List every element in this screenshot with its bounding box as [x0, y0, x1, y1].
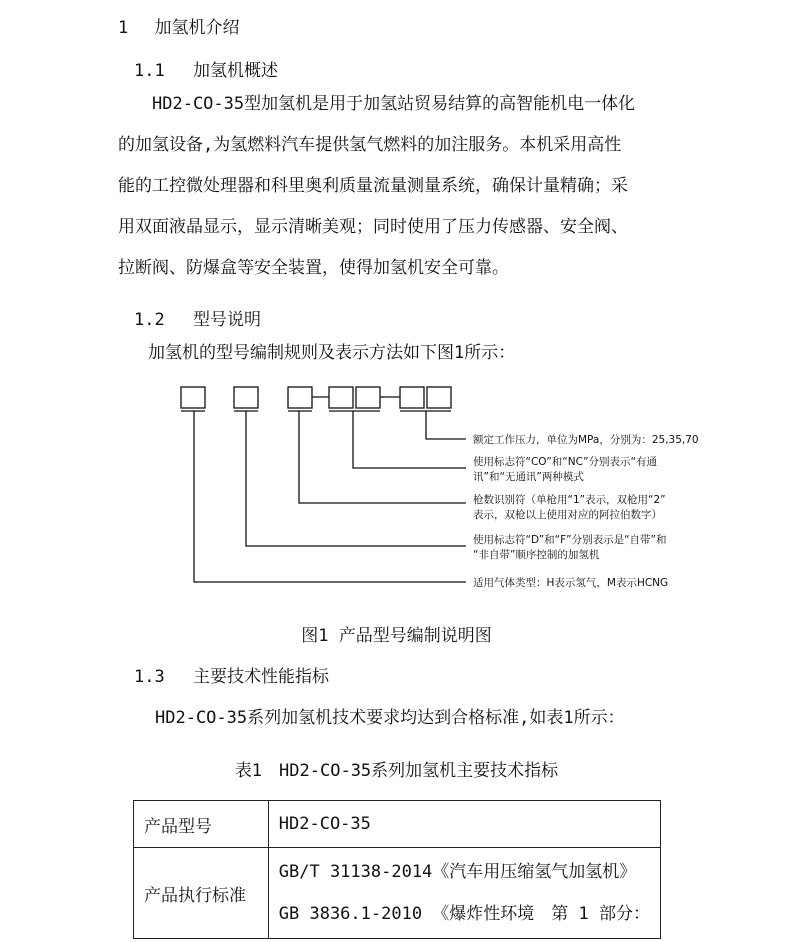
table-cell-label: 产品型号 [134, 801, 269, 848]
code-box-comm-1 [329, 387, 353, 408]
code-box-control [234, 387, 258, 408]
paragraph-line: HD2-CO-35型加氢机是用于加氢站贸易结算的高智能机电一体化 [118, 94, 636, 114]
label-control-line1: 使用标志符“D”和“F”分别表示是“自带”和 [473, 534, 667, 546]
code-box-pressure-1 [400, 387, 424, 408]
standard-line: GB/T 31138-2014《汽车用压缩氢气加氢机》 [278, 862, 637, 882]
figure-caption: 图1 产品型号编制说明图 [301, 626, 492, 646]
model-intro-text: 加氢机的型号编制规则及表示方法如下图1所示： [148, 343, 516, 363]
label-gun-line1: 枪数识别符（单枪用“1”表示，双枪用“2” [473, 494, 666, 506]
code-box-gas-type [181, 387, 205, 408]
subsection-title: 主要技术性能指标 [192, 667, 329, 687]
table-caption: 表1 HD2-CO-35系列加氢机主要技术指标 [234, 761, 559, 781]
table-cell-value: HD2-CO-35 [268, 801, 660, 848]
overview-paragraph [118, 84, 678, 289]
label-comm-line2: 讯”和“无通讯”两种模式 [473, 471, 584, 483]
paragraph-line: 拉断阀、防爆盒等安全装置，使得加氢机安全可靠。 [118, 258, 509, 278]
table-cell-value [268, 848, 660, 939]
diagram-labels [473, 433, 699, 589]
spec-intro-text: HD2-CO-35系列加氢机技术要求均达到合格标准,如表1所示： [155, 708, 625, 728]
code-box-gun-count [288, 387, 312, 408]
subsection-heading-1-1 [134, 60, 278, 82]
label-comm-line1: 使用标志符“CO”和“NC”分别表示“有通 [473, 456, 657, 468]
model-code-diagram [0, 375, 793, 605]
table-cell-label: 产品执行标准 [134, 848, 269, 939]
subsection-title: 型号说明 [192, 310, 261, 330]
label-pressure: 额定工作压力，单位为MPa，分别为：25,35,70 [473, 434, 699, 446]
label-control-line2: “非自带”顺序控制的加氢机 [473, 549, 600, 561]
subsection-title: 加氢机概述 [192, 61, 278, 81]
paragraph-line: 能的工控微处理器和科里奥利质量流量测量系统，确保计量精确；采 [118, 176, 628, 196]
code-box-comm-2 [356, 387, 380, 408]
section-number: 1 [118, 18, 129, 38]
subsection-heading-1-2 [134, 309, 261, 331]
subsection-heading-1-3 [134, 666, 329, 688]
spec-table [133, 800, 661, 939]
label-gas-type: 适用气体类型：H表示氢气，M表示HCNG [473, 577, 669, 589]
section-title: 加氢机介绍 [154, 18, 240, 38]
subsection-number: 1.3 [134, 667, 165, 687]
table-row [134, 801, 661, 848]
paragraph-line: 用双面液晶显示，显示清晰美观；同时使用了压力传感器、安全阀、 [118, 217, 628, 237]
code-box-pressure-2 [427, 387, 451, 408]
label-gun-line2: 表示，双枪以上使用对应的阿拉伯数字） [473, 509, 662, 521]
table-row [134, 848, 661, 939]
subsection-number: 1.2 [134, 310, 165, 330]
subsection-number: 1.1 [134, 61, 165, 81]
section-heading [118, 17, 240, 39]
paragraph-line: 的加氢设备,为氢燃料汽车提供氢气燃料的加注服务。本机采用高性 [118, 135, 622, 155]
standard-line: GB 3836.1-2010 《爆炸性环境 第 1 部分： [278, 904, 650, 924]
